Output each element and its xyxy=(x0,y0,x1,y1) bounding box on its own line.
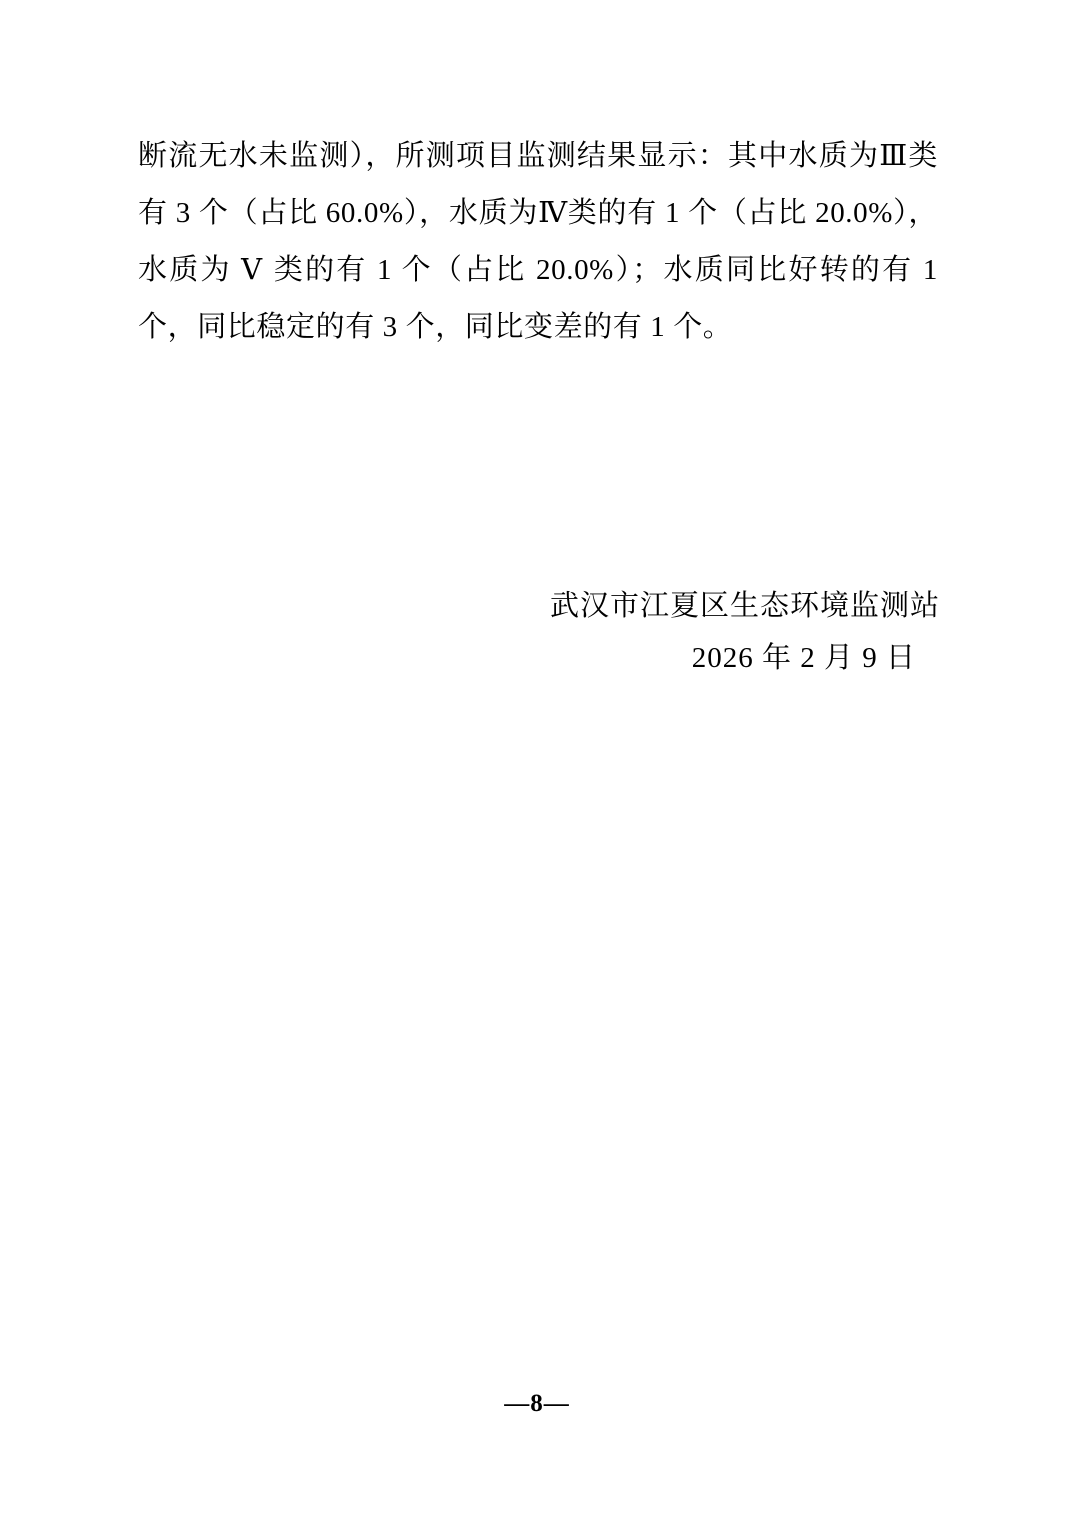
body-text-block xyxy=(138,128,938,356)
signature-organization: 武汉市江夏区生态环境监测站 xyxy=(549,590,940,622)
signature-date: 2026 年 2 月 9 日 xyxy=(691,642,916,674)
signature-block xyxy=(138,580,958,684)
body-paragraph: 断流无水未监测），所测项目监测结果显示：其中水质为Ⅲ类有 3 个（占比 60.0%），水质为Ⅳ类的有 1 个（占比 20.0%），水质为 Ⅴ 类的有 1 个（占比 20.0%）；水质同比好转的有 1 个，同比稳定的有 3 个，同比变差的有 1 个。 xyxy=(138,140,938,343)
page-number: —8— xyxy=(504,1390,570,1417)
